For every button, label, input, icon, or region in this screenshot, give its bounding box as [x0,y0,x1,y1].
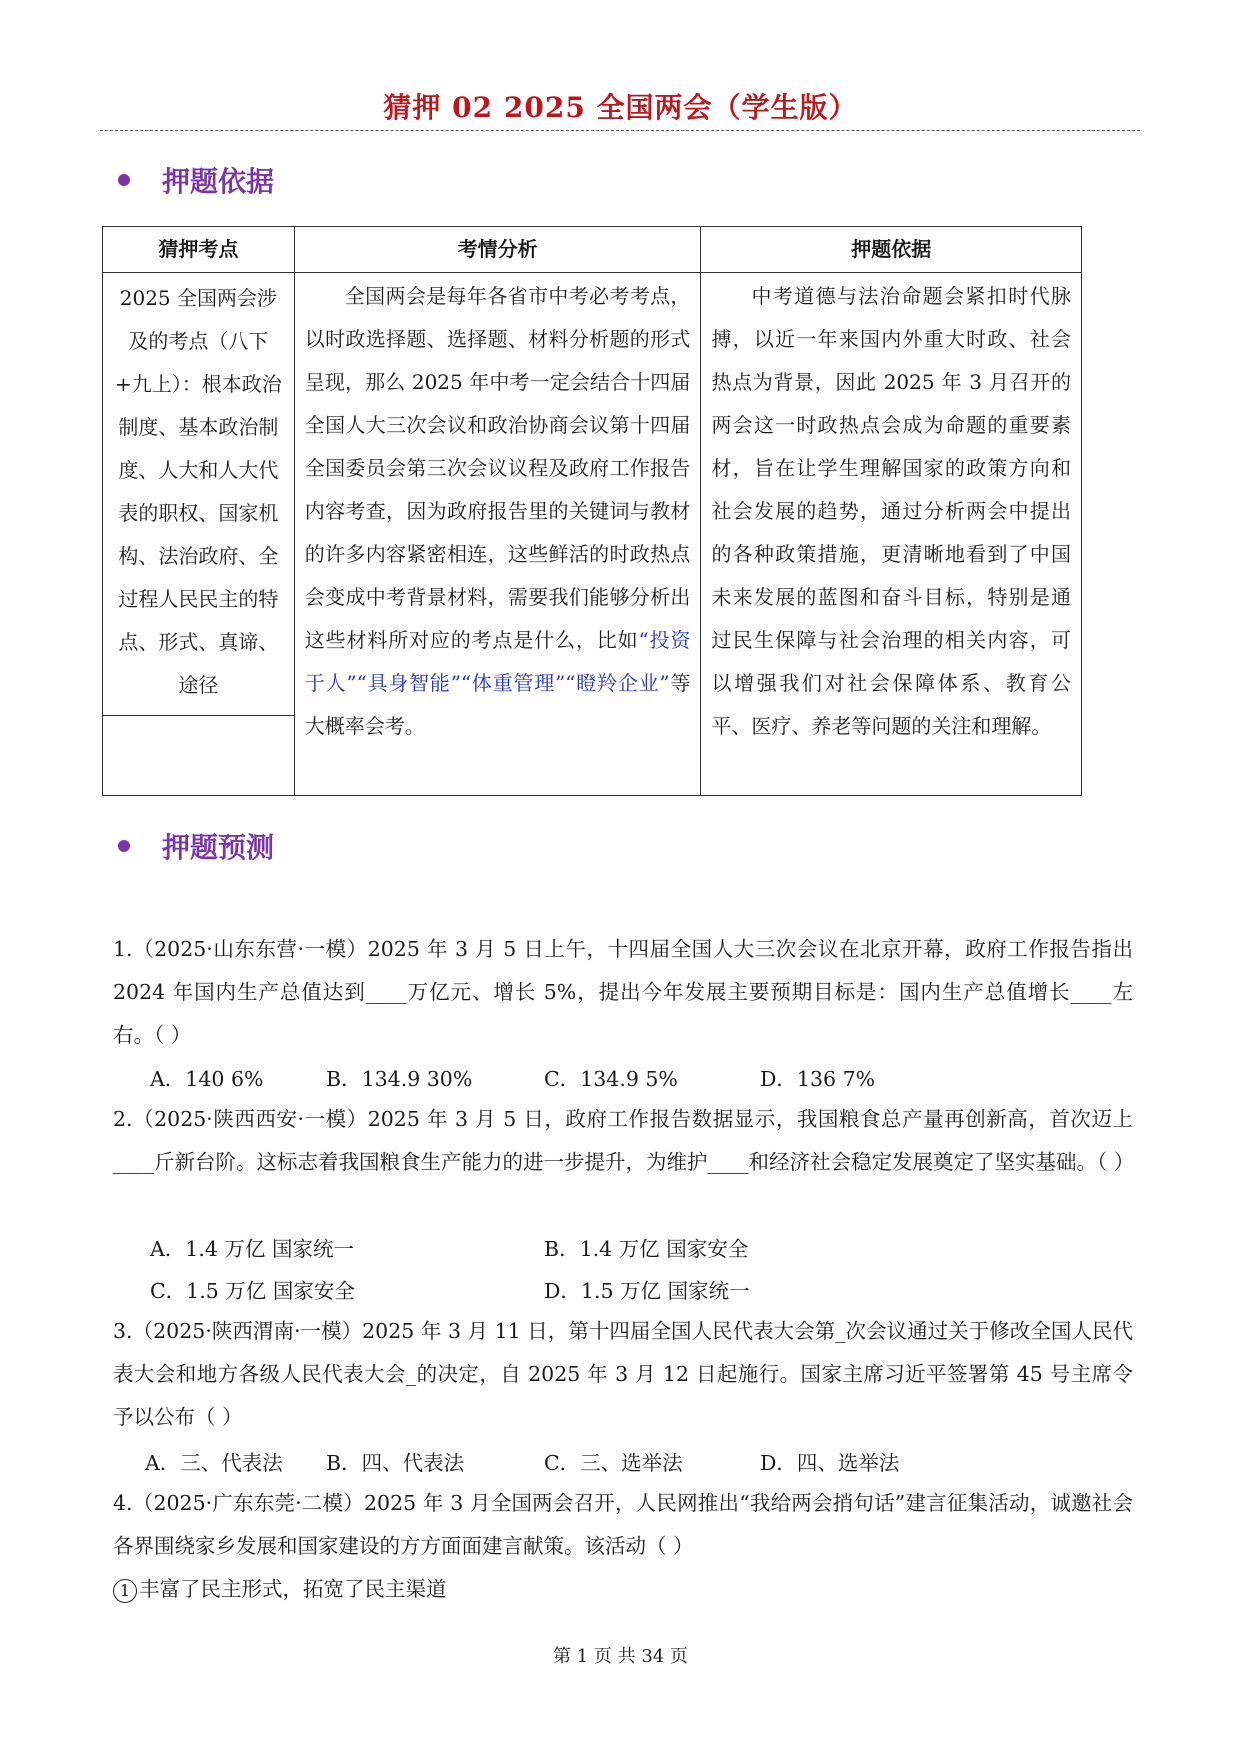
table-inner-divider [103,715,294,791]
bullet-icon [118,174,130,186]
section-heading-label: 押题预测 [162,831,275,864]
option-a[interactable]: A．140 6% [150,1067,264,1091]
analysis-text [305,275,691,748]
table-cell-analysis [294,273,701,796]
question-2: 2.（2025·陕西西安·一模）2025 年 3 月 5 日，政府工作报告数据显示，我国粮食总产量再创新高，首次迈上____斤新台阶。这标志着我国粮食生产能力的进一步提升，为维护____和经济社会稳定发展奠定了坚实基础。（ ） [113,1107,1135,1174]
question-3: 3.（2025·陕西渭南·一模）2025 年 3 月 11 日，第十四届全国人民代表大会第_次会议通过关于修改全国人民代表大会和地方各级人民代表大会_的决定，自 2025 年 3 月 12 日起施行。国家主席习近平签署第 45 号主席令予以公布（ ） [113,1319,1133,1429]
table-row [103,273,1082,796]
analysis-keywords: “投资于人”“具身智能”“体重管理”“瞪羚企业” [304,628,691,695]
table-cell-basis [701,273,1082,796]
question-1: 1.（2025·山东东营·一模）2025 年 3 月 5 日上午，十四届全国人大三次会议在北京开幕，政府工作报告指出 2024 年国内生产总值达到____万亿元、增长 5%，提出今年发展主要预期目标是：国内生产总值增长____左右。（ ） [113,937,1133,1047]
table-cell-exam-points [103,273,295,796]
table-header-row [103,227,1082,273]
statement-1 [113,1568,1133,1611]
exam-points-text: 2025 全国两会涉及的考点（八下+九上）：根本政治制度、基本政治制度、人大和人大代表的职权、国家机构、法治政府、全过程人民民主的特点、形式、真谛、途径 [115,286,282,697]
section-heading-prediction [118,826,274,866]
analysis-ending: 等大概率会考。 [304,671,691,738]
basis-text: 中考道德与法治命题会紧扣时代脉搏，以近一年来国内外重大时政、社会热点为背景，因此 2025 年 3 月召开的两会这一时政热点会成为命题的重要素材，旨在让学生理解国家的政策方向和社会发展的趋势，通过分析两会中提出的各种政策措施，更清晰地看到了中国未来发展的蓝图和奋斗目标，特别是通过民生保障与社会治理的相关内容，可以增强我们对社会保障体系、教育公平、医疗、养老等问题的关注和理解。 [711,284,1071,738]
analysis-body: 全国两会是每年各省市中考必考考点，以时政选择题、选择题、材料分析题的形式呈现，那么 2025 年中考一定会结合十四届全国人大三次会议和政治协商会议第十四届全国委员会第三次会议议程及政府工作报告内容考查，因为政府报告里的关键词与教材的许多内容紧密相连，这些鲜活的时政热点会变成中考背景材料，需要我们能够分析出这些材料所对应的考点是什么，比如 [304,284,691,652]
option-d[interactable]: D．1.5 万亿 国家统一 [544,1279,750,1303]
option-a[interactable]: A．1.4 万亿 国家统一 [150,1237,354,1261]
option-b[interactable]: B．1.4 万亿 国家安全 [544,1237,749,1261]
bullet-icon [118,840,130,852]
basis-table [102,226,1082,796]
page-title: 猜押 02 2025 全国两会（学生版） [383,91,858,124]
table-header-cell: 押题依据 [701,227,1082,273]
option-c[interactable]: C．1.5 万亿 国家安全 [150,1279,355,1303]
section-heading-label: 押题依据 [162,165,275,198]
statement-text: 丰富了民主形式，拓宽了民主渠道 [139,1577,447,1601]
title-divider [100,130,1140,131]
option-b[interactable]: B．四、代表法 [326,1451,465,1475]
table-header-cell: 考情分析 [294,227,701,273]
option-b[interactable]: B．134.9 30% [326,1067,473,1091]
page-footer: 第 1 页 共 34 页 [553,1646,688,1667]
section-heading-basis [118,160,274,200]
question-4: 4.（2025·广东东莞·二模）2025 年 3 月全国两会召开，人民网推出“我给两会捎句话”建言征集活动，诚邀社会各界围绕家乡发展和国家建设的方方面面建言献策。该活动（ ） [113,1491,1133,1558]
option-d[interactable]: D．四、选举法 [760,1451,900,1475]
option-c[interactable]: C．134.9 5% [544,1067,678,1091]
option-c[interactable]: C．三、选举法 [544,1451,683,1475]
table-header-cell: 猜押考点 [103,227,295,273]
option-a[interactable]: A．三、代表法 [145,1451,283,1475]
option-d[interactable]: D．136 7% [760,1067,876,1091]
circled-number-icon: 1 [113,1579,137,1603]
